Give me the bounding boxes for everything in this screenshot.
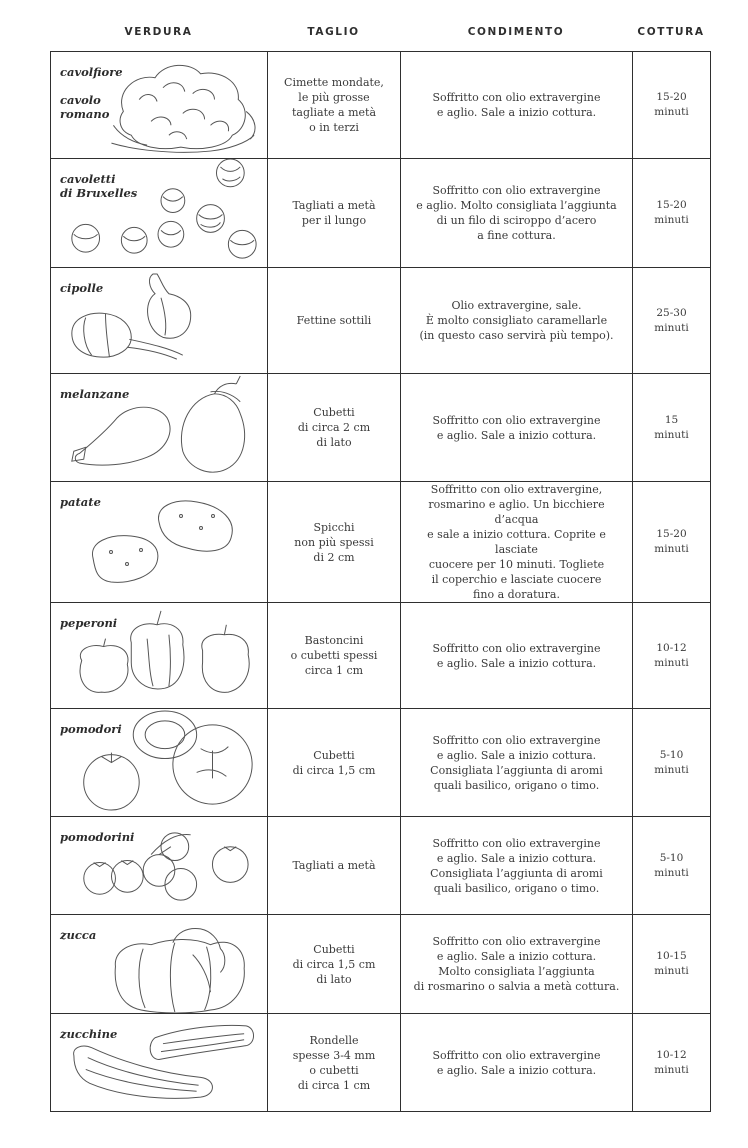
taglio-cell	[268, 709, 401, 817]
condimento-cell	[401, 52, 633, 159]
taglio-text: Tagliati a metà per il lungo	[292, 199, 376, 227]
cottura-text: 5-10 minuti	[654, 748, 689, 776]
condimento-cell	[401, 915, 633, 1014]
vegetable-name: cavolfiore cavolo romano	[60, 65, 123, 121]
table-row	[51, 482, 711, 603]
taglio-text: Tagliati a metà	[292, 859, 376, 872]
cottura-text: 15-20 minuti	[654, 91, 689, 118]
vegetable-name: peperoni	[60, 616, 118, 630]
cottura-text: 15-20 minuti	[654, 199, 689, 226]
cottura-cell	[633, 915, 711, 1014]
taglio-cell	[268, 1014, 401, 1112]
cottura-cell	[633, 52, 711, 159]
taglio-cell	[268, 915, 401, 1014]
table-row	[51, 374, 711, 482]
vegetable-name: cipolle	[60, 281, 104, 295]
cottura-text: 25-30 minuti	[654, 306, 689, 334]
cottura-text: 15-20 minuti	[654, 528, 689, 555]
condimento-cell	[401, 1014, 633, 1112]
condimento-text: Soffritto con olio extravergine, rosmarino e aglio. Un bicchiere d’acqua e sale a inizio cottura. Coprite e lasciate cuocere per 10 minuti. Toglietе il coperchio e lasciate cuocere fino a doratura.	[427, 483, 606, 601]
vegetable-cell	[51, 1014, 268, 1112]
taglio-text: Rondelle spesse 3-4 mm o cubetti di circa 1 cm	[292, 1033, 376, 1092]
taglio-text: Cubetti di circa 1,5 cm	[292, 748, 376, 777]
cottura-text: 15 minuti	[654, 413, 689, 441]
taglio-cell	[268, 817, 401, 915]
vegetable-cell	[51, 374, 268, 482]
condimento-text: Olio extravergine, sale. È molto consigliato caramellarle (in questo caso servirà più tempo).	[419, 299, 614, 342]
condimento-text: Soffritto con olio extravergine e aglio. Sale a inizio cottura.	[432, 91, 601, 119]
vegetable-cell	[51, 268, 268, 374]
cottura-cell	[633, 159, 711, 268]
condimento-cell	[401, 709, 633, 817]
cottura-text: 10-12 minuti	[654, 1048, 689, 1076]
vegetable-cell	[51, 709, 268, 817]
vegetable-name: melanzane	[60, 387, 130, 401]
vegetable-name: zucca	[60, 928, 97, 942]
cottura-text: 10-15 minuti	[654, 950, 689, 977]
condimento-cell	[401, 159, 633, 268]
table-row	[51, 1014, 711, 1112]
table-row	[51, 603, 711, 709]
taglio-text: Cubetti di circa 2 cm di lato	[297, 406, 371, 449]
vegetable-cell	[51, 52, 268, 159]
cottura-cell	[633, 374, 711, 482]
taglio-text: Bastoncini o cubetti spessi circa 1 cm	[290, 634, 378, 677]
header-cottura: COTTURA	[637, 26, 705, 38]
vegetable-name: pomodori	[60, 722, 122, 736]
taglio-cell	[268, 603, 401, 709]
condimento-cell	[401, 268, 633, 374]
taglio-text: Fettine sottili	[296, 314, 372, 327]
condimento-text: Soffritto con olio extravergine e aglio. Sale a inizio cottura.	[432, 1048, 601, 1077]
taglio-cell	[268, 159, 401, 268]
vegetable-cell	[51, 915, 268, 1014]
vegetables-table	[50, 51, 711, 1112]
vegetable-name: cavoletti di Bruxelles	[60, 172, 138, 200]
header-taglio: TAGLIO	[307, 26, 360, 38]
taglio-cell	[268, 482, 401, 603]
cottura-cell	[633, 1014, 711, 1112]
condimento-cell	[401, 374, 633, 482]
cottura-text: 10-12 minuti	[654, 641, 689, 669]
cottura-cell	[633, 482, 711, 603]
table-row	[51, 915, 711, 1014]
vegetable-cell	[51, 603, 268, 709]
taglio-cell	[268, 52, 401, 159]
cottura-cell	[633, 603, 711, 709]
taglio-text: Cubetti di circa 1,5 cm di lato	[292, 942, 376, 986]
vegetable-name: zucchine	[60, 1027, 118, 1041]
cottura-cell	[633, 268, 711, 374]
condimento-text: Soffritto con olio extravergine e aglio. Sale a inizio cottura. Molto consigliata l’aggiunta di rosmarino o salvia a metà cottura.	[413, 935, 620, 993]
header-verdura: VERDURA	[124, 26, 193, 38]
condimento-text: Soffritto con olio extravergine e aglio. Molto consigliata l’aggiunta di un filo di sciroppo d’acero a fine cottura.	[416, 184, 617, 242]
vegetable-cell	[51, 159, 268, 268]
table-row	[51, 817, 711, 915]
cottura-cell	[633, 709, 711, 817]
column-headers	[50, 26, 710, 42]
condimento-cell	[401, 482, 633, 603]
condimento-text: Soffritto con olio extravergine e aglio. Sale a inizio cottura.	[432, 413, 601, 442]
header-condimento: CONDIMENTO	[467, 26, 565, 38]
vegetable-name: pomodorini	[60, 830, 135, 844]
table-row	[51, 52, 711, 159]
condimento-text: Soffritto con olio extravergine e aglio. Sale a inizio cottura.	[432, 641, 601, 670]
table-row	[51, 268, 711, 374]
cottura-cell	[633, 817, 711, 915]
condimento-cell	[401, 603, 633, 709]
taglio-cell	[268, 268, 401, 374]
condimento-text: Soffritto con olio extravergine e aglio. Sale a inizio cottura. Consigliata l’aggiunta di aromi quali basilico, origano o timo.	[430, 733, 603, 792]
table-row	[51, 709, 711, 817]
taglio-text: Cimette mondate, le più grosse tagliate a metà o in terzi	[284, 76, 384, 134]
vegetable-cell	[51, 482, 268, 603]
condimento-text: Soffritto con olio extravergine e aglio. Sale a inizio cottura. Consigliata l’aggiunta di aromi quali basilico, origano o timo.	[430, 836, 603, 895]
vegetable-cell	[51, 817, 268, 915]
vegetable-name: patate	[60, 495, 101, 509]
table-row	[51, 159, 711, 268]
taglio-cell	[268, 374, 401, 482]
cottura-text: 5-10 minuti	[654, 851, 689, 879]
taglio-text: Spicchi non più spessi di 2 cm	[294, 520, 374, 564]
condimento-cell	[401, 817, 633, 915]
